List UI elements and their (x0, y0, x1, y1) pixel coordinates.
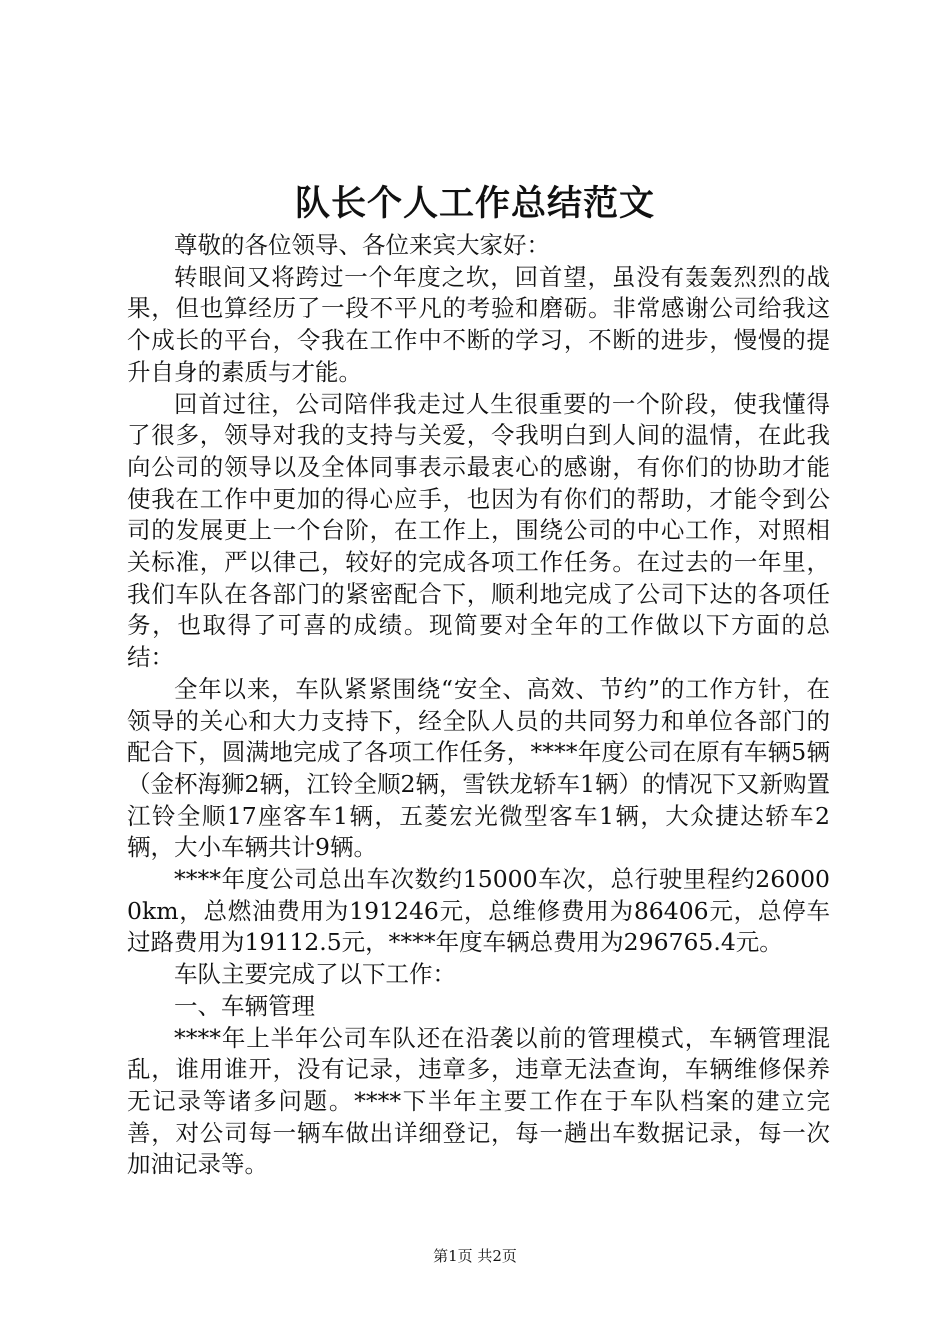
fleet-paragraph: 全年以来，车队紧紧围绕“安全、高效、节约”的工作方针，在领导的关心和大力支持下，经全队人员的共同努力和单位各部门的配合下，圆满地完成了各项工作任务，****年度公司在原有车辆5辆（金杯海狮2辆，江铃全顺2辆，雪铁龙轿车1辆）的情况下又新购置江铃全顺17座客车1辆，五菱宏光微型客车1辆，大众捷达轿车2辆，大小车辆共计9辆。 (127, 674, 830, 862)
statistics-paragraph: ****年度公司总出车次数约15000车次，总行驶里程约260000km，总燃油费用为191246元，总维修费用为86406元，总停车过路费用为19112.5元，****年度车辆总费用为296765.4元。 (127, 865, 830, 957)
document-body (127, 230, 830, 1181)
document-title: 队长个人工作总结范文 (294, 183, 655, 224)
greeting-paragraph: 尊敬的各位领导、各位来宾大家好： (174, 231, 550, 259)
intro-paragraph: 转眼间又将跨过一个年度之坎，回首望，虽没有轰轰烈烈的战果，但也算经历了一段不平凡的考验和磨砺。非常感谢公司给我这个成长的平台，令我在工作中不断的学习，不断的进步，慢慢的提升自身的素质与才能。 (127, 262, 830, 386)
work-intro-paragraph: 车队主要完成了以下工作： (174, 960, 456, 989)
review-paragraph: 回首过往，公司陪伴我走过人生很重要的一个阶段，使我懂得了很多，领导对我的支持与关爱，令我明白到人间的温情，在此我向公司的领导以及全体同事表示最衷心的感谢，有你们的协助才能使我在工作中更加的得心应手，也因为有你们的帮助，才能令到公司的发展更上一个台阶，在工作上，围绕公司的中心工作，对照相关标准，严以律己，较好的完成各项工作任务。在过去的一年里，我们车队在各部门的紧密配合下，顺利地完成了公司下达的各项任务，也取得了可喜的成绩。现简要对全年的工作做以下方面的总结： (127, 389, 830, 672)
vehicle-management-paragraph: ****年上半年公司车队还在沿袭以前的管理模式，车辆管理混乱，谁用谁开，没有记录，违章多，违章无法查询，车辆维修保养无记录等诸多问题。****下半年主要工作在于车队档案的建立完善，对公司每一辆车做出详细登记，每一趟出车数据记录，每一次加油记录等。 (127, 1023, 830, 1179)
section-heading: 一、车辆管理 (174, 991, 315, 1020)
page-number-footer: 第1页 共2页 (433, 1247, 517, 1265)
